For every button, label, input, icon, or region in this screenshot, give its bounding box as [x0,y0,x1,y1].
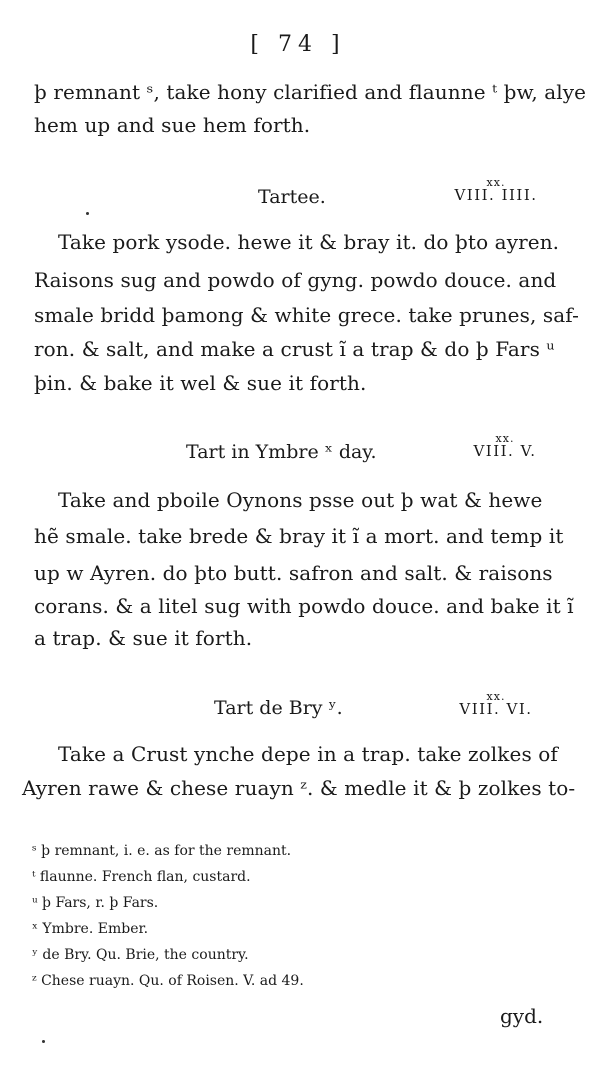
recipe-title: Tartee. [258,186,326,208]
recipe-line: Take and pboile Oynons psse out þ wat & hewe [58,488,543,512]
recipe-line: Ayren rawe & chese ruayn ᶻ. & medle it & þ zolkes to- [22,776,576,800]
recipe-line: smale bridd þamong & white grece. take prunes, saf- [34,303,579,327]
recipe-line: ron. & salt, and make a crust ĩ a trap & do þ Fars ᵘ [34,337,555,361]
recipe-line: þin. & bake it wel & sue it forth. [34,371,367,395]
footnote: ᵘ þ Fars, r. þ Fars. [32,895,159,911]
recipe-numeral-main: VIII. VI. [459,700,533,718]
footnote: ᶻ Chese ruayn. Qu. of Roisen. V. ad 49. [32,973,304,989]
recipe-numeral-sup: xx. [486,176,506,189]
recipe-line: corans. & a litel sug with powdo douce. and bake it ĩ [34,594,574,618]
recipe-title: Tart de Bry ʸ. [214,697,343,719]
page-number: [ 74 ] [250,32,346,57]
recipe-numeral-sup: xx. [486,690,506,703]
footnote: ˣ Ymbre. Ember. [32,921,149,937]
recipe-numeral-main: VIII. IIII. [454,186,538,204]
recipe-numeral [446,690,546,716]
recipe-numeral [446,176,546,202]
footnote: ˢ þ remnant, i. e. as for the remnant. [32,843,292,859]
print-speck [42,1040,45,1043]
recipe-line: up w Ayren. do þto butt. safron and salt. & raisons [34,561,553,585]
intro-line: þ remnant ˢ, take hony clarified and flaunne ᵗ þw, alye [34,80,587,104]
recipe-line: Take a Crust ynche depe in a trap. take zolkes of [58,742,558,766]
recipe-line: a trap. & sue it forth. [34,626,253,650]
recipe-title: Tart in Ymbre ˣ day. [186,441,377,463]
footnote: ʸ de Bry. Qu. Brie, the country. [32,947,249,963]
catchword: gyd. [500,1004,544,1028]
intro-line: hem up and sue hem forth. [34,113,311,137]
recipe-numeral-sup: xx. [495,432,515,445]
recipe-numeral-main: VIII. V. [473,442,537,460]
recipe-numeral [460,432,550,458]
recipe-line: Raisons sug and powdo of gyng. powdo douce. and [34,268,557,292]
recipe-line: Take pork ysode. hewe it & bray it. do þto ayren. [58,230,560,254]
print-speck [86,212,89,215]
footnote: ᵗ flaunne. French flan, custard. [32,869,251,885]
recipe-line: hẽ smale. take brede & bray it ĩ a mort. and temp it [34,524,564,548]
